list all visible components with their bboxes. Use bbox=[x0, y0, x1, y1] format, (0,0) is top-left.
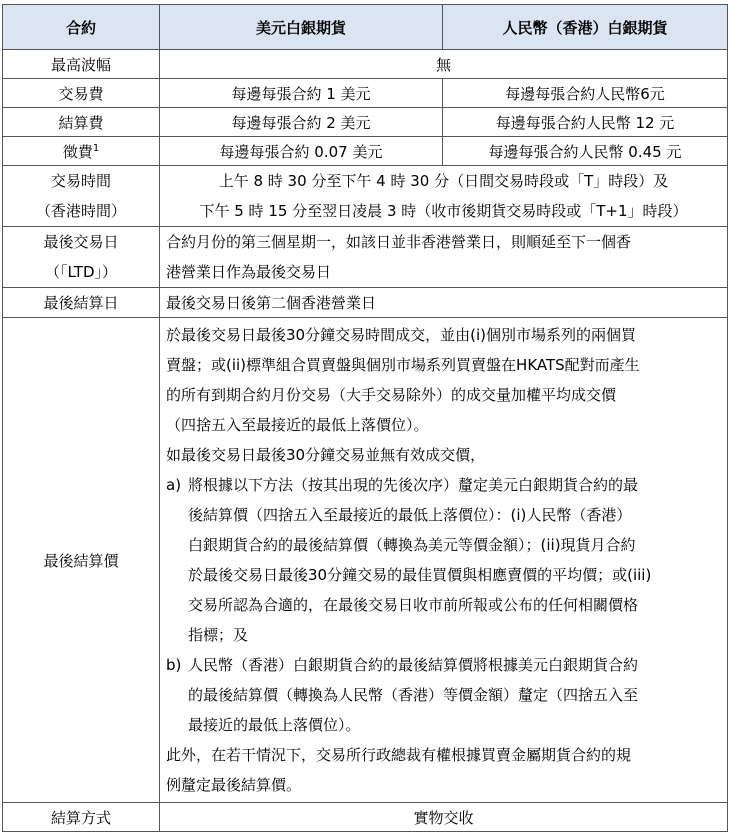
trading-hours-label-line1: 交易時間 bbox=[50, 172, 111, 190]
value-trading-fee-cnh: 每邊每張合約人民幣6元 bbox=[443, 79, 728, 108]
item-a-marker: a) bbox=[166, 476, 182, 494]
ltd-label-line2: （「LTD」） bbox=[44, 263, 117, 281]
fsp-p2-line: 如最後交易日最後30分鐘交易並無有效成交價， bbox=[166, 446, 486, 464]
fsp-p3-line: 例釐定最後結算價。 bbox=[166, 776, 302, 794]
row-settlement-method bbox=[3, 803, 728, 832]
label-last-trading-day bbox=[3, 227, 160, 288]
ltd-line1: 合約月份的第三個星期一，如該日並非香港營業日，則順延至下一個香 bbox=[166, 233, 632, 251]
fsp-p1-line: 賣盤；或(ii)標準組合買賣盤與個別市場系列買賣盤在HKATS配對而產生 bbox=[166, 356, 640, 374]
value-settlement-method: 實物交收 bbox=[160, 803, 728, 832]
row-final-settlement-day bbox=[3, 288, 728, 318]
row-trading-fee bbox=[3, 79, 728, 108]
row-last-trading-day bbox=[3, 227, 728, 288]
value-final-settlement-price bbox=[160, 318, 728, 803]
row-trading-hours bbox=[3, 166, 728, 227]
ltd-line2: 港營業日作為最後交易日 bbox=[166, 263, 332, 281]
label-trading-hours bbox=[3, 166, 160, 227]
value-last-trading-day bbox=[160, 227, 728, 288]
ltd-label-line1: 最後交易日 bbox=[43, 233, 119, 251]
fsp-p1-line: 的所有到期合約月份交易（大手交易除外）的成交量加權平均成交價 bbox=[166, 386, 617, 404]
footnote-marker: 1 bbox=[92, 142, 100, 154]
label-trading-fee: 交易費 bbox=[3, 79, 160, 108]
header-row bbox=[3, 5, 728, 50]
value-levy-cnh: 每邊每張合約人民幣 0.45 元 bbox=[443, 137, 728, 166]
row-max-fluctuation bbox=[3, 50, 728, 79]
row-settlement-fee bbox=[3, 108, 728, 137]
trading-hours-line2: 下午 5 時 15 分至翌日凌晨 3 時（收市後期貨交易時段或「T+1」時段） bbox=[199, 202, 688, 220]
value-final-settlement-day: 最後交易日後第二個香港營業日 bbox=[160, 288, 728, 318]
fsp-item-a-line bbox=[166, 470, 721, 500]
fsp-item-b-line: 的最後結算價（轉換為人民幣（香港）等價金額）釐定（四捨五入至 bbox=[188, 686, 639, 704]
value-settlement-fee-usd: 每邊每張合約 2 美元 bbox=[160, 108, 443, 137]
fsp-item-a-line: 白銀期貨合約的最後結算價（轉換為美元等價金額）；(ii)現貨月合約 bbox=[188, 536, 636, 554]
trading-hours-line1: 上午 8 時 30 分至下午 4 時 30 分（日間交易時段或「T」時段）及 bbox=[218, 172, 669, 190]
fsp-item-a-line: 指標；及 bbox=[188, 626, 249, 644]
fsp-p3-line: 此外，在若干情況下，交易所行政總裁有權根據買賣金屬期貨合約的規 bbox=[166, 746, 632, 764]
contract-spec-table bbox=[2, 4, 728, 832]
value-trading-hours bbox=[160, 166, 728, 227]
fsp-item-b-line: 最接近的最低上落價位）。 bbox=[188, 716, 361, 734]
header-contract: 合約 bbox=[3, 5, 160, 50]
value-max-fluctuation: 無 bbox=[160, 50, 728, 79]
item-b-text: 人民幣（香港）白銀期貨合約的最後結算價將根據美元白銀期貨合約 bbox=[188, 656, 639, 674]
header-cnh-silver: 人民幣（香港）白銀期貨 bbox=[443, 5, 728, 50]
label-final-settlement-day: 最後結算日 bbox=[3, 288, 160, 318]
fsp-item-a-line: 交易所認為合適的，在最後交易日收市前所報或公布的任何相關價格 bbox=[188, 596, 639, 614]
fsp-p1-line: （四捨五入至最接近的最低上落價位）。 bbox=[166, 416, 429, 434]
label-final-settlement-price: 最後結算價 bbox=[3, 318, 160, 803]
value-levy-usd: 每邊每張合約 0.07 美元 bbox=[160, 137, 443, 166]
row-final-settlement-price bbox=[3, 318, 728, 803]
label-levy bbox=[3, 137, 160, 166]
levy-label-text: 徵費 bbox=[62, 142, 93, 161]
value-settlement-fee-cnh: 每邊每張合約人民幣 12 元 bbox=[443, 108, 728, 137]
row-levy bbox=[3, 137, 728, 166]
fsp-item-a-line: 後結算價（四捨五入至最接近的最低上落價位）：(i)人民幣（香港） bbox=[188, 506, 632, 524]
value-trading-fee-usd: 每邊每張合約 1 美元 bbox=[160, 79, 443, 108]
label-settlement-fee: 結算費 bbox=[3, 108, 160, 137]
fsp-p1-line: 於最後交易日最後30分鐘交易時間成交，並由(i)個別市場系列的兩個買 bbox=[166, 326, 636, 344]
item-a-text: 將根據以下方法（按其出現的先後次序）釐定美元白銀期貨合約的最 bbox=[188, 476, 639, 494]
fsp-item-b-line bbox=[166, 650, 721, 680]
trading-hours-label-line2: （香港時間） bbox=[35, 202, 126, 220]
header-usd-silver: 美元白銀期貨 bbox=[160, 5, 443, 50]
item-b-marker: b) bbox=[166, 656, 182, 674]
label-max-fluctuation: 最高波幅 bbox=[3, 50, 160, 79]
fsp-item-a-line: 於最後交易日最後30分鐘交易的最佳買價與相應賣價的平均價；或(iii) bbox=[188, 566, 652, 584]
label-settlement-method: 結算方式 bbox=[3, 803, 160, 832]
